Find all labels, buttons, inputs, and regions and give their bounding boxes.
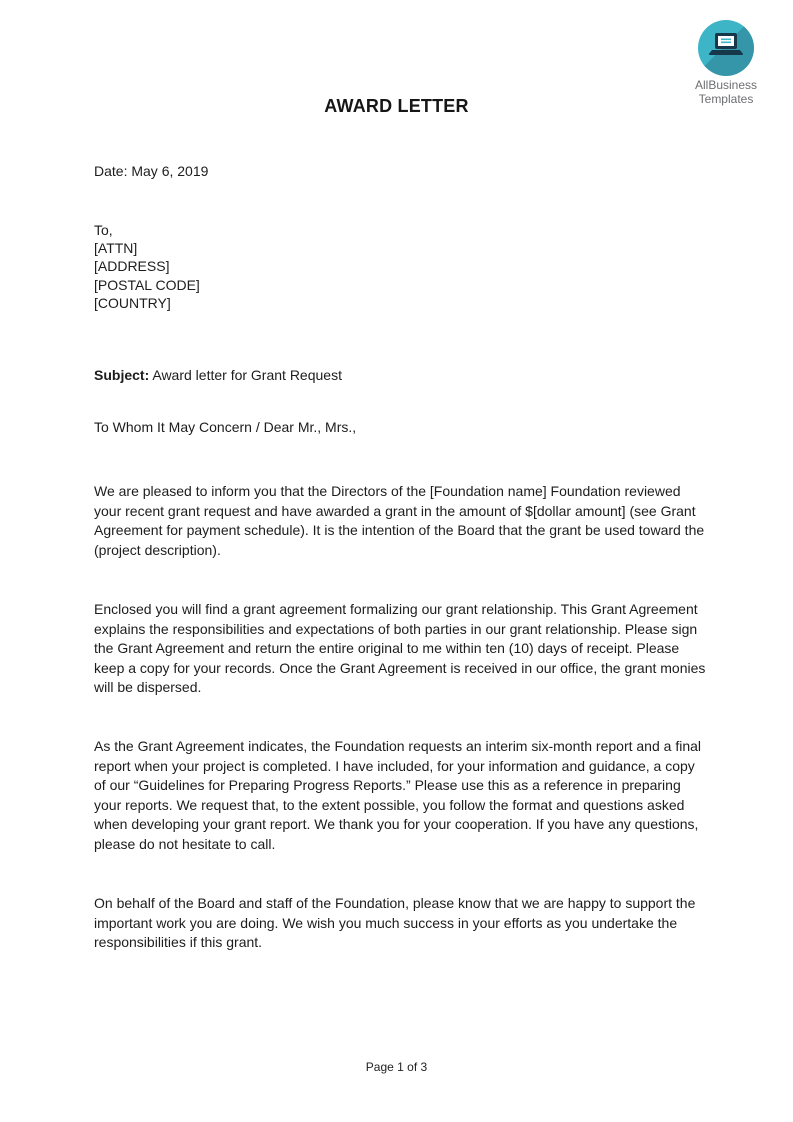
recipient-country: [COUNTRY] [94,294,171,311]
letter-paragraph: We are pleased to inform you that the Directors of the [Foundation name] Foundation reviewed your recent grant request and have awarded a grant in the amount of $[dollar amount] (see Grant Agreement for payment schedule). It is the intention of the Board that the grant be used toward the (project description). [94,483,705,558]
recipient-block [94,221,706,312]
recipient-address: [ADDRESS] [94,258,170,275]
recipient-to: To, [94,222,113,238]
allbusiness-logo [683,20,769,106]
page-number: Page 1 of 3 [365,1060,428,1074]
subject-label: Subject: [94,367,150,383]
subject-line [94,366,706,386]
logo-circle [698,20,754,76]
logo-line2: Templates [698,91,754,106]
laptop-icon [698,20,754,76]
letter-paragraph: As the Grant Agreement indicates, the Foundation requests an interim six-month report and a final report when your project is completed. I have included, for your information and guidance, a copy of our “Guidelines for Preparing Progress Reports.” Please use this as a reference in preparing your reports. We request that, to the extent possible, you follow the format and questions asked when developing your grant report. We thank you for your cooperation. If you have any questions, please do not hesitate to call. [94,738,701,852]
letter-paragraph: On behalf of the Board and staff of the Foundation, please know that we are happy to support the important work you are doing. We wish you much success in your efforts as you undertake the responsibilities if this grant. [94,895,696,950]
recipient-postal-code: [POSTAL CODE] [94,276,200,293]
date-value: May 6, 2019 [131,163,209,179]
date-line [94,162,706,182]
date-label: Date: [94,163,128,179]
salutation: To Whom It May Concern / Dear Mr., Mrs., [94,419,357,435]
logo-line1: AllBusiness [694,78,758,92]
recipient-attn: [ATTN] [94,240,138,257]
subject-value: Award letter for Grant Request [152,367,342,383]
letter-paragraph: Enclosed you will find a grant agreement formalizing our grant relationship. This Grant Agreement explains the responsibilities and expectations of both parties in our grant relationship. Please sign the Grant Agreement and return the entire original to me within ten (10) days of receipt. Please keep a copy for your records. Once the Grant Agreement is received in our office, the grant monies will be dispersed. [94,601,706,695]
page-title: AWARD LETTER [324,96,469,116]
